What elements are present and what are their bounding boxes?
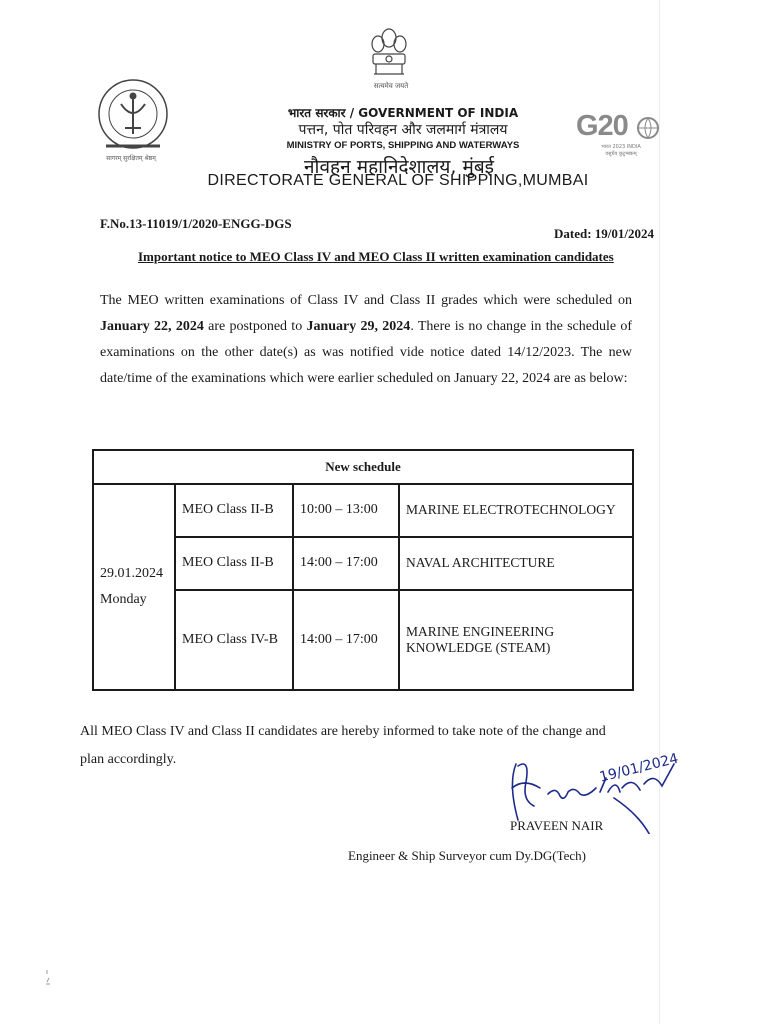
body-text-3: . There is no change in the schedule of examinations on the other date(s) as was notified vide notice dated 14/12/2023. The new date/time of the examinations which were earlier scheduled on January 22, 2024 are as below: [100,319,632,386]
signer-name: PRAVEEN NAIR [510,818,604,833]
notice-subject: Important notice to MEO Class IV and MEO Class II written examination candidates [138,249,614,264]
schedule-title-row [93,450,633,484]
body-text-1: The MEO written examinations of Class IV and Class II grades which were scheduled on [100,293,632,308]
subject-cell: MARINE ELECTROTECHNOLOGY [399,484,633,537]
exam-date-cell [93,484,175,690]
file-number: F.No.13-11019/1/2020-ENGG-DGS [100,216,292,231]
letterhead-directorate-hindi: नौवहन महानिदेशालय, मुंबई [304,156,494,178]
letterhead-ministry: MINISTRY OF PORTS, SHIPPING AND WATERWAYS [286,140,520,151]
time-cell: 14:00 – 17:00 [293,537,399,590]
dg-logo-motto: सागरम् सुरक्षितम् श्रेष्ठम् [106,155,156,162]
signer-designation: Engineer & Ship Surveyor cum Dy.DG(Tech) [348,848,586,863]
grade-cell: MEO Class II-B [175,484,293,537]
letterhead-ministry-hindi: पत्तन, पोत परिवहन और जलमार्ग मंत्रालय [298,122,508,138]
emblem-motto: सत्यमेव जयते [373,82,409,90]
letterhead-government: भारत सरकार / GOVERNMENT OF INDIA [287,106,519,120]
old-exam-date: January 22, 2024 [100,319,204,334]
body-text-2: are postponed to [203,319,307,334]
schedule-title: New schedule [93,450,633,484]
subject-cell: MARINE ENGINEERING KNOWLEDGE (STEAM) [399,590,633,690]
exam-day: Monday [100,592,147,607]
letterhead-directorate: DIRECTORATE GENERAL OF SHIPPING,MUMBAI [207,172,589,189]
scan-mark-icon [44,968,52,986]
time-cell: 14:00 – 17:00 [293,590,399,690]
schedule-table [92,449,634,691]
closing-text: All MEO Class IV and Class II candidates are hereby informed to take note of the change and plan accordingly. [80,724,606,767]
subject-cell: NAVAL ARCHITECTURE [399,537,633,590]
grade-cell: MEO Class II-B [175,537,293,590]
time-cell: 10:00 – 13:00 [293,484,399,537]
table-row [93,484,633,537]
new-exam-date: January 29, 2024 [306,319,411,334]
g20-year-text: भारत 2023 INDIA [601,144,641,150]
notice-date: Dated: 19/01/2024 [554,226,655,241]
exam-date: 29.01.2024 [100,566,163,581]
signature-date: 19/01/2024 [597,750,680,786]
g20-logo-text: G20 [576,110,628,142]
grade-cell: MEO Class IV-B [175,590,293,690]
g20-tagline: वसुधैव कुटुम्बकम् [605,151,637,157]
notice-body [100,288,632,392]
